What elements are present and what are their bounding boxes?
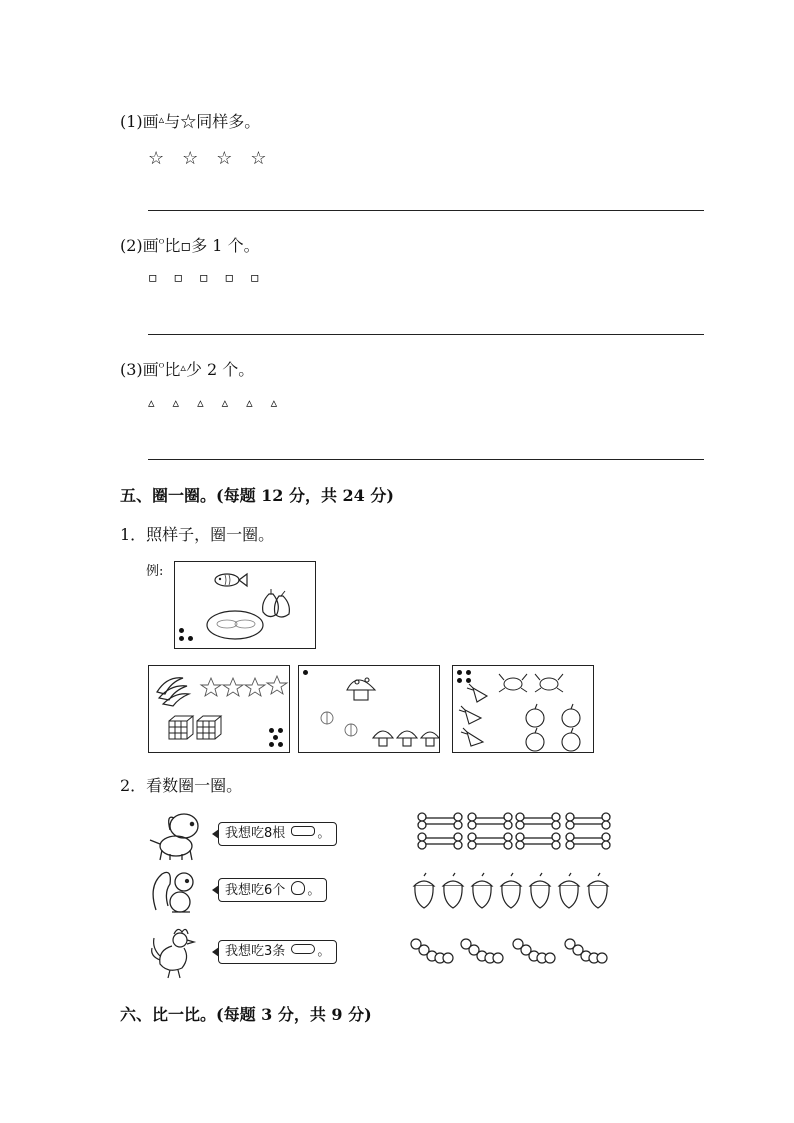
triangle-shape: ▵ bbox=[180, 361, 186, 374]
example-box bbox=[174, 561, 316, 649]
acorns-group bbox=[408, 872, 614, 912]
square-shape: ▫ bbox=[180, 236, 192, 255]
square-icon: ▫ bbox=[199, 270, 209, 286]
mushroom-icon bbox=[373, 731, 439, 746]
q1-mid: 与 bbox=[164, 112, 181, 131]
triangle-row bbox=[148, 396, 295, 411]
mushroom-icon bbox=[347, 678, 375, 700]
count-dot bbox=[179, 636, 184, 641]
exercise-illustration-2 bbox=[299, 666, 441, 754]
q1-suffix: 同样多。 bbox=[196, 112, 261, 131]
crab-icon bbox=[499, 674, 563, 692]
q2-prefix: (2)画 bbox=[120, 236, 159, 255]
exercise-box-1 bbox=[148, 665, 290, 753]
star-icon bbox=[201, 676, 287, 696]
q2-mid: 比 bbox=[164, 236, 181, 255]
exercise-illustration-1 bbox=[149, 666, 291, 754]
circle-shape: ᴼ bbox=[158, 361, 165, 374]
exercise-illustration-3 bbox=[453, 666, 595, 754]
square-icon: ▫ bbox=[148, 270, 158, 286]
speech-bubble-3 bbox=[218, 940, 337, 964]
fish-icon bbox=[217, 620, 255, 628]
answer-line-3[interactable] bbox=[148, 459, 704, 460]
q3-mid: 比 bbox=[164, 360, 181, 379]
worm-icon bbox=[291, 944, 315, 954]
star-icon: ☆ bbox=[216, 148, 233, 169]
count-dot bbox=[269, 742, 274, 747]
triangle-icon: ▵ bbox=[172, 396, 180, 411]
count-dot bbox=[278, 742, 283, 747]
section6-title: 六、比一比。(每题 3 分，共 9 分) bbox=[120, 1005, 372, 1024]
fish-icon bbox=[215, 574, 247, 586]
circle-shape: ᴼ bbox=[158, 237, 165, 250]
count-dot bbox=[466, 678, 471, 683]
caterpillars-group bbox=[408, 934, 614, 972]
banana-icon bbox=[157, 678, 189, 706]
count-dot bbox=[457, 670, 462, 675]
carrot-icon bbox=[459, 684, 487, 746]
count-dot bbox=[179, 628, 184, 633]
speech-bubble-1 bbox=[218, 822, 337, 846]
exercise-box-3 bbox=[452, 665, 594, 753]
count-dot bbox=[273, 735, 278, 740]
count-dot bbox=[466, 670, 471, 675]
answer-line-2[interactable] bbox=[148, 334, 704, 335]
bone-icon bbox=[291, 826, 315, 836]
star-icon: ☆ bbox=[250, 148, 267, 169]
triangle-icon: ▵ bbox=[148, 396, 155, 411]
count-dot bbox=[269, 728, 274, 733]
answer-line-1[interactable] bbox=[148, 210, 704, 211]
squirrel-icon bbox=[150, 866, 202, 916]
triangle-icon: ▵ bbox=[270, 396, 278, 411]
cube-icon bbox=[169, 716, 221, 739]
example-label: 例: bbox=[146, 564, 164, 579]
section5-q2-title: 2．看数圈一圈。 bbox=[120, 776, 243, 795]
acorn-icon bbox=[414, 873, 608, 908]
count-dot bbox=[457, 678, 462, 683]
question-3 bbox=[120, 358, 254, 380]
star-row bbox=[148, 148, 285, 169]
section5-q1-title: 1．照样子，圈一圈。 bbox=[120, 525, 275, 544]
star-shape: ☆ bbox=[180, 112, 197, 131]
rooster-icon bbox=[150, 926, 202, 980]
star-icon: ☆ bbox=[148, 148, 165, 169]
square-icon: ▫ bbox=[173, 270, 183, 286]
triangle-shape: ▵ bbox=[158, 113, 165, 126]
q3-suffix: 少 2 个。 bbox=[185, 360, 255, 379]
exercise-box-2 bbox=[298, 665, 440, 753]
bone-icon bbox=[418, 813, 610, 849]
worm-icon bbox=[411, 939, 607, 963]
peach-icon bbox=[526, 704, 580, 751]
dog-icon bbox=[148, 810, 206, 862]
count-dot bbox=[303, 670, 308, 675]
example-illustration bbox=[175, 562, 317, 650]
bubble-period: 。 bbox=[317, 826, 331, 841]
triangle-icon: ▵ bbox=[246, 396, 253, 411]
acorn-icon bbox=[291, 881, 305, 895]
count-dot bbox=[188, 636, 193, 641]
star-icon: ☆ bbox=[182, 148, 199, 169]
square-icon: ▫ bbox=[224, 270, 234, 286]
bubble-text: 我想吃8根 bbox=[225, 826, 286, 841]
pear-icon bbox=[263, 589, 290, 617]
bubble-text: 我想吃3条 bbox=[225, 944, 286, 959]
bones-group bbox=[415, 812, 611, 852]
bubble-period: 。 bbox=[317, 944, 331, 959]
triangle-icon: ▵ bbox=[197, 396, 204, 411]
q1-prefix: (1)画 bbox=[120, 112, 159, 131]
bubble-period: 。 bbox=[307, 883, 321, 898]
q3-prefix: (3)画 bbox=[120, 360, 159, 379]
count-dot bbox=[278, 728, 283, 733]
question-2 bbox=[120, 234, 260, 256]
speech-bubble-2 bbox=[218, 878, 327, 902]
ladybug-icon bbox=[321, 712, 357, 736]
triangle-icon: ▵ bbox=[221, 396, 229, 411]
question-1 bbox=[120, 110, 260, 132]
q2-suffix: 多 1 个。 bbox=[191, 236, 260, 255]
bubble-text: 我想吃6个 bbox=[225, 883, 286, 898]
square-icon: ▫ bbox=[250, 270, 260, 286]
square-row bbox=[148, 270, 276, 286]
section5-title: 五、圈一圈。(每题 12 分，共 24 分) bbox=[120, 486, 394, 505]
